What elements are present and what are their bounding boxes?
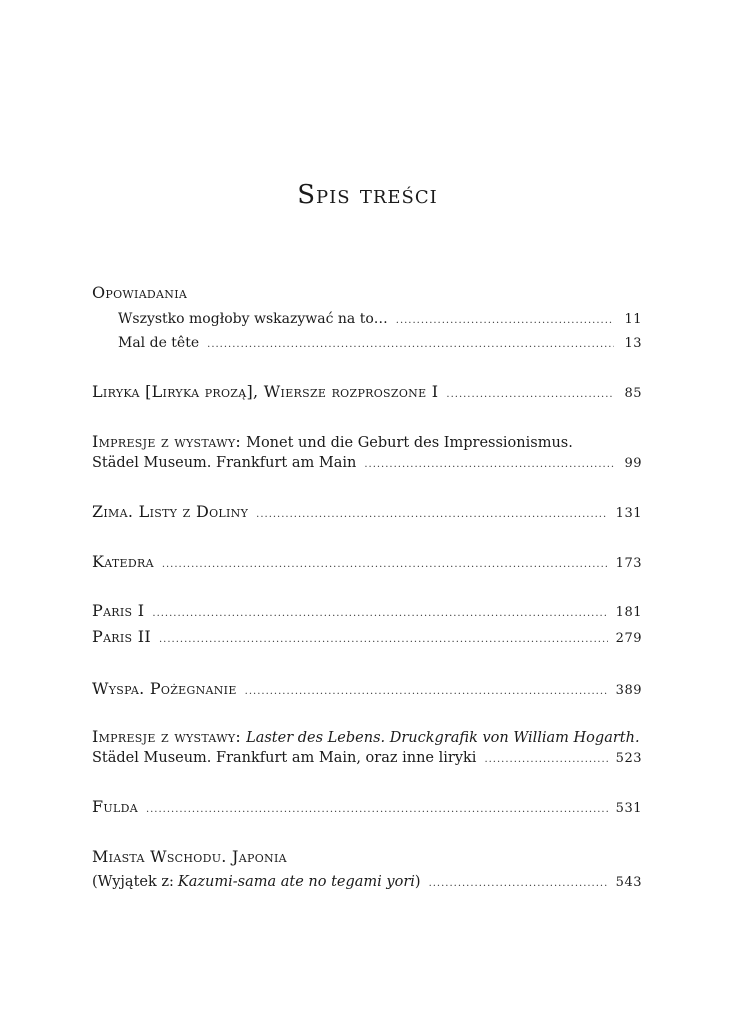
toc-entry-label: Paris II bbox=[92, 627, 151, 646]
leader-dots bbox=[484, 750, 607, 770]
toc-entry[interactable] bbox=[118, 309, 642, 331]
toc-heading-opowiadania: Opowiadania bbox=[92, 283, 188, 302]
toc-page-number: 543 bbox=[615, 875, 642, 890]
toc-page-number: 389 bbox=[615, 683, 642, 698]
leader-dots bbox=[256, 505, 608, 525]
leader-dots bbox=[207, 335, 614, 355]
toc-entry-line1[interactable] bbox=[92, 432, 642, 453]
toc-entry-head: Impresje z wystawy: bbox=[92, 432, 242, 451]
toc-page-number: 523 bbox=[615, 751, 642, 766]
toc-entry-prefix: (Wyjątek z: bbox=[92, 874, 174, 890]
toc-entry-label: Paris I bbox=[92, 601, 145, 620]
toc-entry-label: Wszystko mogłoby wskazywać na to… bbox=[118, 311, 388, 327]
toc-page-number: 173 bbox=[615, 556, 642, 571]
toc-entry-label: Städel Museum. Frankfurt am Main, oraz inne liryki bbox=[92, 750, 477, 766]
toc-entry-line2[interactable] bbox=[92, 748, 642, 770]
leader-dots bbox=[429, 874, 608, 894]
leader-dots bbox=[364, 455, 614, 475]
toc-entry[interactable] bbox=[92, 601, 642, 624]
toc-section-heading bbox=[92, 283, 642, 303]
toc-entry-suffix: ) bbox=[414, 874, 421, 890]
toc-entry-subtitle: Monet und die Geburt des Impressionismus. bbox=[246, 435, 573, 451]
toc-entry[interactable] bbox=[92, 797, 642, 820]
toc-entry[interactable] bbox=[92, 679, 642, 702]
toc-entry-label: Katedra bbox=[92, 552, 154, 571]
toc-entry-subtitle: Laster des Lebens. Druckgrafik von William Hogarth. bbox=[246, 730, 640, 746]
toc-entry-line1[interactable] bbox=[92, 727, 642, 748]
leader-dots bbox=[396, 311, 614, 331]
toc-heading-miasta: Miasta Wschodu. Japonia bbox=[92, 847, 287, 866]
toc-entry-line2[interactable] bbox=[92, 872, 642, 894]
toc-entry-line2[interactable] bbox=[92, 453, 642, 475]
toc-entry-label: Liryka [Liryka prozą], Wiersze rozproszone I bbox=[92, 382, 439, 401]
toc-page-number: 279 bbox=[615, 631, 642, 646]
leader-dots bbox=[152, 604, 607, 624]
toc-entry-line1[interactable] bbox=[92, 847, 642, 867]
leader-dots bbox=[146, 800, 608, 820]
toc-page-number: 131 bbox=[615, 506, 642, 521]
toc-entry-head: Impresje z wystawy: bbox=[92, 727, 242, 746]
leader-dots bbox=[446, 385, 614, 405]
toc-page-number: 11 bbox=[624, 312, 642, 327]
toc-entry[interactable] bbox=[92, 502, 642, 525]
toc-entry-label: Fulda bbox=[92, 797, 138, 816]
toc-entry[interactable] bbox=[92, 382, 642, 405]
toc-entry-label: Zima. Listy z Doliny bbox=[92, 502, 249, 521]
toc-entry[interactable] bbox=[92, 627, 642, 650]
toc-entry[interactable] bbox=[118, 333, 642, 355]
toc-entry[interactable] bbox=[92, 552, 642, 575]
toc-page-number: 13 bbox=[624, 336, 642, 351]
leader-dots bbox=[245, 682, 608, 702]
toc-page-number: 531 bbox=[615, 801, 642, 816]
leader-dots bbox=[162, 555, 608, 575]
toc-entry-label: Städel Museum. Frankfurt am Main bbox=[92, 455, 357, 471]
toc-entry-italic: Kazumi-sama ate no tegami yori bbox=[177, 874, 415, 890]
toc-page-number: 181 bbox=[615, 605, 642, 620]
toc-page-number: 85 bbox=[624, 386, 642, 401]
toc-entry-label: Wyspa. Pożegnanie bbox=[92, 679, 237, 698]
toc-page-number: 99 bbox=[624, 456, 642, 471]
toc-entry-label: Mal de tête bbox=[118, 335, 200, 351]
page-title: Spis treści bbox=[297, 180, 438, 210]
leader-dots bbox=[159, 630, 608, 650]
